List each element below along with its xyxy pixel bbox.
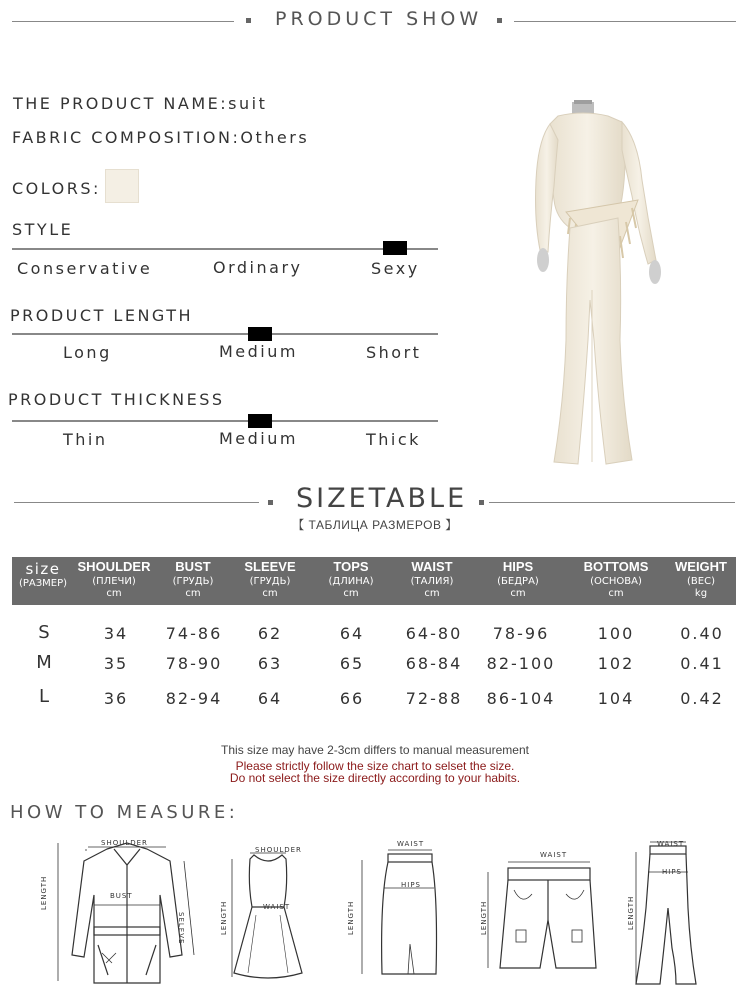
col-shoulder: SHOULDER (ПЛЕЧИ) cm bbox=[77, 559, 151, 599]
skirt-hips-label: HIPS bbox=[401, 881, 421, 889]
skirt-length-label: LENGTH bbox=[347, 900, 355, 935]
cell-hips: 86-104 bbox=[486, 689, 556, 708]
style-option-ordinary: Ordinary bbox=[213, 258, 303, 277]
pants-length-label: LENGTH bbox=[627, 895, 635, 930]
sizetable-rule-right bbox=[489, 502, 735, 503]
col-sleeve: SLEEVE (ГРУДЬ) cm bbox=[244, 559, 296, 599]
cell-sleeve: 63 bbox=[257, 654, 283, 673]
cell-size: S bbox=[38, 622, 52, 643]
cell-tops: 64 bbox=[339, 624, 365, 643]
pants-waist-label: WAIST bbox=[657, 840, 685, 848]
size-warning-2: Do not select the size directly according to your habits. bbox=[229, 771, 521, 785]
sizetable-rule-left bbox=[14, 502, 259, 503]
cell-shoulder: 34 bbox=[103, 624, 129, 643]
shorts-sketch bbox=[480, 850, 600, 975]
style-selected-marker bbox=[383, 241, 407, 255]
measurement-note: This size may have 2-3cm differs to manual measurement bbox=[221, 743, 529, 757]
colors-label: COLORS: bbox=[12, 179, 101, 198]
skirt-sketch bbox=[358, 848, 448, 988]
thickness-label: PRODUCT THICKNESS bbox=[8, 390, 225, 409]
length-option-short: Short bbox=[366, 343, 422, 362]
cell-bust: 74-86 bbox=[165, 624, 223, 643]
shorts-length-label: LENGTH bbox=[480, 900, 488, 935]
cell-sleeve: 64 bbox=[257, 689, 283, 708]
header-rule-left bbox=[12, 21, 234, 22]
jacket-length-label: LENGTH bbox=[40, 875, 48, 910]
jacket-shoulder-label: SHOULDER bbox=[101, 839, 148, 847]
cell-size: L bbox=[38, 686, 52, 707]
thickness-selected-marker bbox=[248, 414, 272, 428]
jacket-bust-label: BUST bbox=[110, 892, 133, 900]
col-bust: BUST (ГРУДЬ) cm bbox=[172, 559, 214, 599]
col-tops: TOPS (ДЛИНА) cm bbox=[328, 559, 374, 599]
thickness-option-medium: Medium bbox=[219, 429, 298, 448]
cell-hips: 78-96 bbox=[492, 624, 550, 643]
length-option-medium: Medium bbox=[219, 342, 298, 361]
cell-bust: 82-94 bbox=[165, 689, 223, 708]
length-option-long: Long bbox=[63, 343, 112, 362]
cell-weight: 0.41 bbox=[680, 654, 724, 673]
mannequin-left-hand bbox=[537, 248, 549, 272]
jacket-sketch bbox=[52, 835, 202, 985]
length-label: PRODUCT LENGTH bbox=[10, 306, 194, 325]
col-weight: WEIGHT (ВЕС) kg bbox=[675, 559, 727, 599]
cell-waist: 68-84 bbox=[405, 654, 463, 673]
cell-shoulder: 35 bbox=[103, 654, 129, 673]
skirt-waist-label: WAIST bbox=[397, 840, 425, 848]
cell-sleeve: 62 bbox=[257, 624, 283, 643]
pants-sketch bbox=[630, 838, 700, 988]
cell-bust: 78-90 bbox=[165, 654, 223, 673]
cell-size: M bbox=[36, 652, 54, 673]
cell-waist: 64-80 bbox=[405, 624, 463, 643]
mannequin-cap bbox=[574, 100, 592, 104]
thickness-option-thick: Thick bbox=[366, 430, 421, 449]
dress-waist-label: WAIST bbox=[263, 903, 291, 911]
cell-shoulder: 36 bbox=[103, 689, 129, 708]
cell-tops: 66 bbox=[339, 689, 365, 708]
shorts-waist-label: WAIST bbox=[540, 851, 568, 859]
col-bottoms: BOTTOMS (ОСНОВА) cm bbox=[583, 559, 649, 599]
length-scale-line bbox=[12, 333, 438, 335]
dress-length-label: LENGTH bbox=[220, 900, 228, 935]
sizetable-subtitle: 【 ТАБЛИЦА РАЗМЕРОВ 】 bbox=[292, 518, 458, 532]
suit-pants bbox=[554, 218, 632, 464]
cell-bottoms: 102 bbox=[597, 654, 635, 673]
size-warning-1: Please strictly follow the size chart to selset the size. bbox=[235, 759, 515, 773]
size-table-header bbox=[12, 557, 736, 605]
fabric-composition: FABRIC COMPOSITION:Others bbox=[12, 128, 310, 147]
sizetable-dot-right bbox=[479, 500, 484, 505]
how-to-measure-title: HOW TO MEASURE: bbox=[10, 802, 239, 823]
length-selected-marker bbox=[248, 327, 272, 341]
thickness-scale-line bbox=[12, 420, 438, 422]
col-waist: WAIST (ТАЛИЯ) cm bbox=[410, 559, 454, 599]
col-hips: HIPS (БЕДРА) cm bbox=[497, 559, 539, 599]
mannequin-right-hand bbox=[649, 260, 661, 284]
header-dot-right bbox=[497, 18, 502, 23]
product-name: THE PRODUCT NAME:suit bbox=[13, 94, 268, 113]
jacket-sleeve-label: SELEVE bbox=[177, 912, 185, 945]
style-label: STYLE bbox=[12, 220, 74, 239]
cell-hips: 82-100 bbox=[486, 654, 556, 673]
cell-waist: 72-88 bbox=[405, 689, 463, 708]
product-photo bbox=[510, 100, 700, 472]
dress-sketch bbox=[228, 845, 308, 985]
suit-right-sleeve bbox=[622, 122, 656, 264]
style-option-sexy: Sexy bbox=[371, 259, 420, 278]
cell-bottoms: 100 bbox=[597, 624, 635, 643]
color-swatch[interactable] bbox=[105, 169, 139, 203]
pants-hips-label: HIPS bbox=[662, 868, 682, 876]
col-size: size (РАЗМЕР) bbox=[18, 560, 68, 589]
dress-shoulder-label: SHOULDER bbox=[255, 846, 302, 854]
style-option-conservative: Conservative bbox=[17, 259, 153, 278]
style-scale-line bbox=[12, 248, 438, 250]
thickness-option-thin: Thin bbox=[63, 430, 108, 449]
cell-weight: 0.42 bbox=[680, 689, 724, 708]
header-rule-right bbox=[514, 21, 736, 22]
page-title: PRODUCT SHOW bbox=[275, 8, 483, 30]
sizetable-title: SIZETABLE bbox=[296, 483, 468, 514]
sizetable-dot-left bbox=[268, 500, 273, 505]
cell-bottoms: 104 bbox=[597, 689, 635, 708]
cell-weight: 0.40 bbox=[680, 624, 724, 643]
header-dot-left bbox=[246, 18, 251, 23]
cell-tops: 65 bbox=[339, 654, 365, 673]
